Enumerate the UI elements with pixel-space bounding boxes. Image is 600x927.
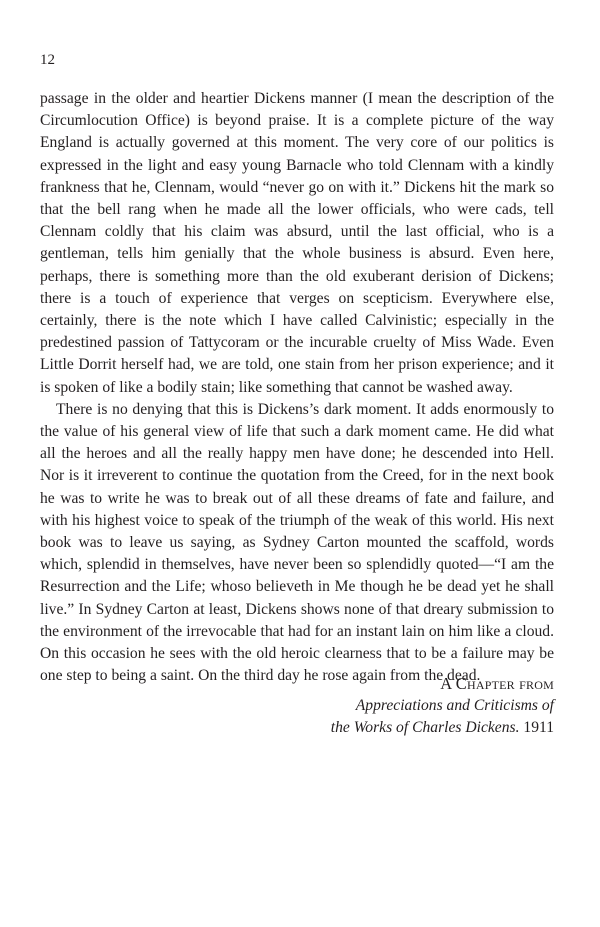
paragraph: passage in the older and heartier Dickens manner (I mean the description of the Circumlocution Office) is beyond praise. It is a complete picture of the way England is actually governed at this moment. The very core of our politics is expressed in the light and easy young Barnacle who told Clennam with a kindly frankness that he, Clennam, would “never go on with it.” Dickens hit the mark so that the bell rang when he made all the lower officials, who were cads, tell Clennam coldly that his claim was absurd, until the last official, who is a gentleman, tells him genially that the whole business is absurd. Even here, perhaps, there is something more than the old exuberant derision of Dickens; there is a touch of experience that verges on scepticism. Everywhere else, certainly, there is the note which I have called Calvinistic; especially in the predestined passion of Tattycoram or the incurable cruelty of Miss Wade. Even Little Dorrit herself had, we are told, one stain from her prison experience; and it is spoken of like a bodily stain; like something that cannot be washed away.: [40, 90, 554, 396]
body-text: [40, 88, 554, 687]
paragraph: There is no denying that this is Dickens’s dark moment. It adds enormously to the value of his general view of life that such a dark moment came. He did what all the heroes and all the really happy men have done; he descended into Hell. Nor is it irreverent to continue the quotation from the Creed, for in the next book he was to write he was to break out of all these dreams of fate and failure, and with his highest voice to speak of the triumph of the weak of this world. His next book was to leave us saying, as Sydney Carton mounted the scaffold, words which, splendid in themselves, have never been so splendidly quoted—“I am the Resurrection and the Life; whoso believeth in Me though he be dead yet he shall live.” In Sydney Carton at least, Dickens shows none of that dreary submission to the environment of the irrevocable that had for an instant lain on him like a cloud. On this occasion he sees with the old heroic clearness that to be a failure may be one step to being a saint. On the third day he rose again from the dead.: [40, 400, 554, 685]
source-heading: A Chapter from: [440, 674, 554, 693]
source-work-title-line: Appreciations and Criticisms of: [355, 697, 554, 715]
source-work-title: the Works of Charles Dickens.: [330, 719, 520, 737]
page-number: 12: [40, 52, 55, 68]
source-attribution: [224, 673, 554, 740]
source-year: 1911: [523, 719, 554, 737]
source-work-title-line-2: [224, 717, 554, 739]
